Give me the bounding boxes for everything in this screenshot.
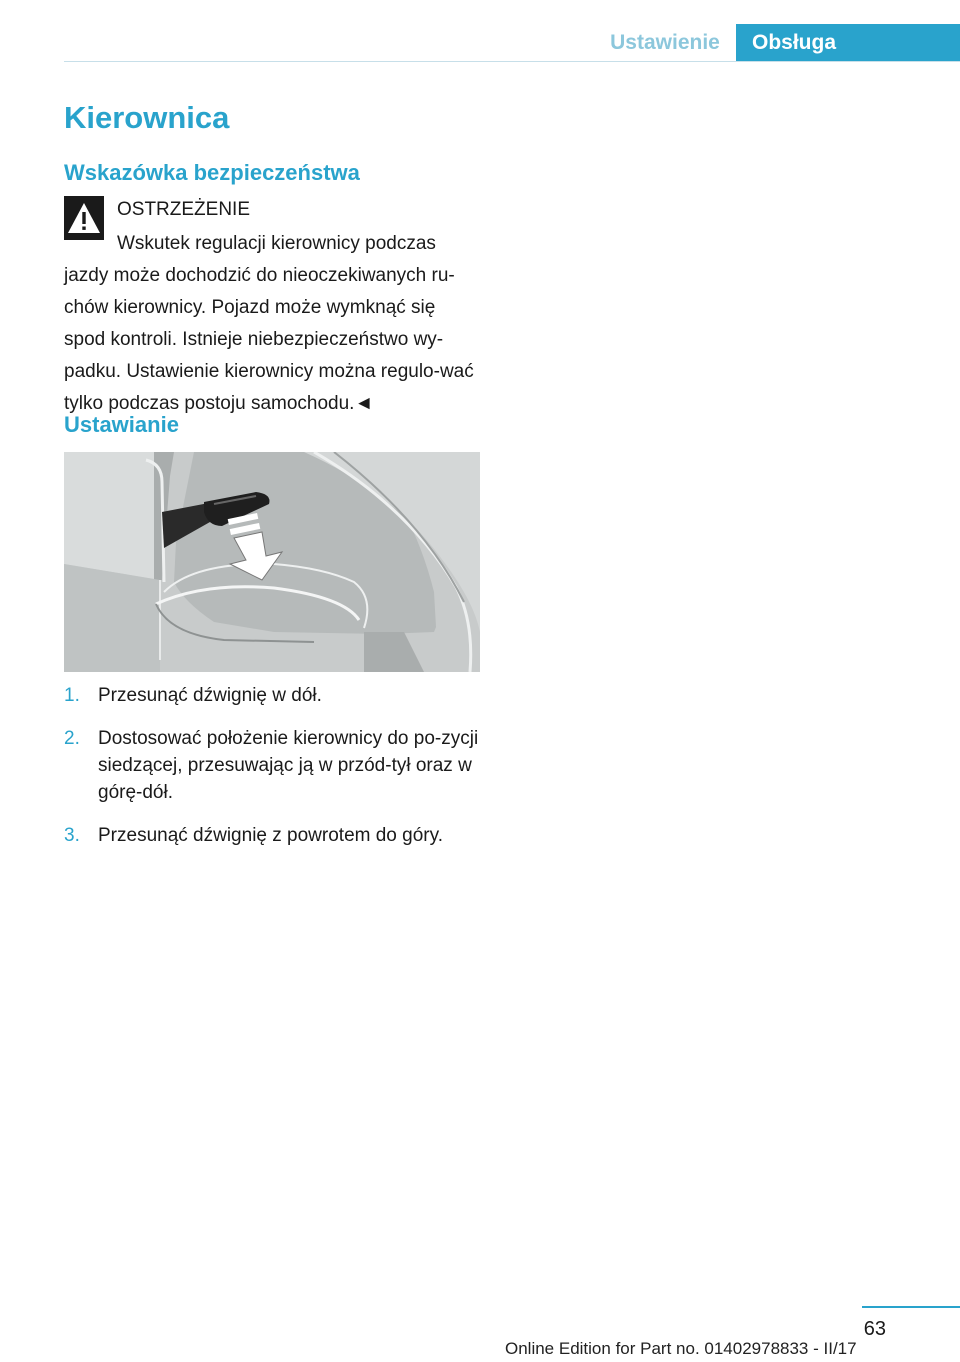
step-text: Dostosować położenie kierownicy do po-zycji siedzącej, przesuwając ją w przód-tył oraz w górę-dół.	[98, 728, 479, 803]
step-number: 3.	[64, 825, 80, 846]
page-title: Kierownica	[64, 100, 230, 135]
step-text: Przesunąć dźwignię z powrotem do góry.	[98, 825, 443, 846]
header-rule	[64, 61, 960, 62]
header-section-tab[interactable]: Ustawienie	[610, 31, 720, 54]
steering-lever-illustration	[64, 452, 480, 672]
warning-text	[64, 228, 480, 420]
steps-list	[64, 682, 480, 865]
warning-text-first-line: Wskutek regulacji kierownicy podczas	[117, 233, 436, 254]
footer-edition: Online Edition for Part no. 01402978833 - II/17	[505, 1339, 857, 1358]
step-number: 2.	[64, 728, 80, 749]
header-chapter-tab[interactable]: Obsługa	[736, 24, 960, 61]
list-item	[64, 822, 480, 849]
list-item	[64, 682, 480, 709]
step-text: Przesunąć dźwignię w dół.	[98, 685, 322, 706]
step-number: 1.	[64, 685, 80, 706]
adjust-heading: Ustawianie	[64, 412, 179, 437]
warning-label: OSTRZEŻENIE	[117, 199, 251, 220]
footer-rule	[862, 1306, 960, 1308]
page-number: 63	[863, 1318, 886, 1340]
safety-heading: Wskazówka bezpieczeństwa	[64, 160, 360, 185]
warning-text-rest: jazdy może dochodzić do nieoczekiwanych ru-chów kierownicy. Pojazd może wymknąć się spod kontroli. Istnieje niebezpieczeństwo wy-padku. Ustawienie kierownicy można regulo-wać tylko podczas postoju samochodu.◄	[64, 265, 474, 414]
list-item	[64, 725, 480, 806]
